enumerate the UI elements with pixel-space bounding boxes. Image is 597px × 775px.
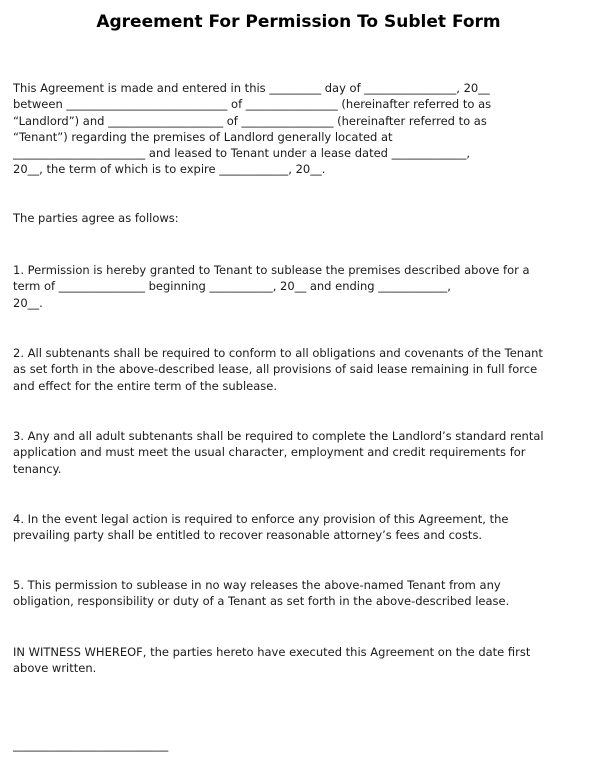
clause-5 [13,577,585,610]
witness-paragraph [13,644,585,677]
signature-block [13,737,585,753]
intro-line: _______________________ and leased to Tenant under a lease dated _____________, [13,146,471,161]
clause-2-line: as set forth in the above-described lease, all provisions of said lease remaining in full force [13,362,538,377]
clause-5-line: 5. This permission to sublease in no way releases the above-named Tenant from any [13,578,501,592]
clause-3 [13,428,585,477]
clause-3-line: tenancy. [13,461,62,476]
clause-3-line: 3. Any and all adult subtenants shall be required to complete the Landlord’s standard rental [13,429,544,443]
clause-1-line: 20__. [13,295,43,310]
intro-line: This Agreement is made and entered in this _________ day of ________________, 20__ [13,81,490,95]
witness-line: above written. [13,661,97,676]
intro-line: “Landlord”) and ____________________ of ________________ (hereinafter referred to as [13,113,487,128]
document-title: Agreement For Permission To Sublet Form [96,12,501,32]
intro-paragraph [13,80,585,178]
clause-1-line: 1. Permission is hereby granted to Tenant to sublease the premises described above for a [13,263,530,277]
clause-2-line: and effect for the entire term of the sublease. [13,378,277,393]
clause-1 [13,262,585,311]
clause-5-line: obligation, responsibility or duty of a Tenant as set forth in the above-described lease. [13,594,510,609]
agree-intro-paragraph [13,210,585,226]
signature-line[interactable]: ___________________________ [13,738,169,752]
clause-4-line: prevailing party shall be entitled to recover reasonable attorney’s fees and costs. [13,528,483,543]
clause-2 [13,345,585,394]
intro-line: between ____________________________ of ________________ (hereinafter referred to as [13,97,492,112]
witness-line: IN WITNESS WHEREOF, the parties hereto have executed this Agreement on the date first [13,645,531,659]
clause-3-line: application and must meet the usual character, employment and credit requirements for [13,445,526,460]
clause-4-line: 4. In the event legal action is required to enforce any provision of this Agreement, the [13,512,509,526]
clause-4 [13,511,585,544]
agree-intro-line: The parties agree as follows: [13,211,179,225]
intro-line: “Tenant”) regarding the premises of Landlord generally located at [13,129,393,144]
clause-1-line: term of _______________ beginning ___________, 20__ and ending ____________, [13,279,451,294]
clause-2-line: 2. All subtenants shall be required to conform to all obligations and covenants of the Tenant [13,346,543,360]
intro-line: 20__, the term of which is to expire ____________, 20__. [13,162,326,177]
